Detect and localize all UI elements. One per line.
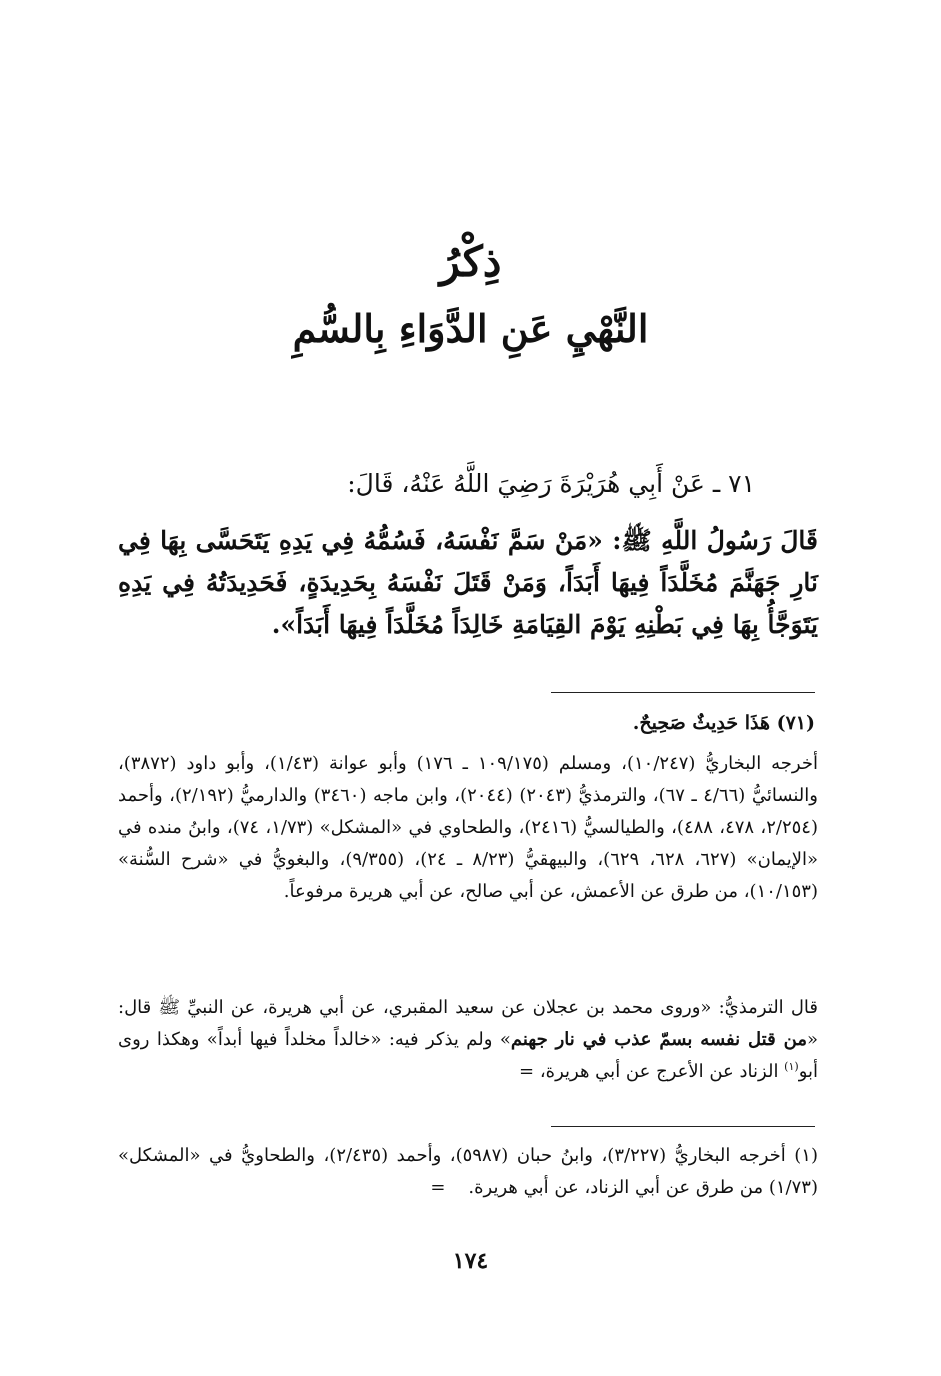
footnote-text: (١) أخرجه البخاريُّ (٣/٢٢٧)، وابنُ حبان (٥٩٨٧)، وأحمد (٢/٤٣٥)، والطحاويُّ في «المشكل» (١/٧٣) من طرق عن أبي الزناد، عن أبي هريرة. (118, 1145, 818, 1198)
footnote-separator (551, 692, 815, 693)
heading-label: ذِكْرُ (439, 237, 502, 286)
hadith-number-line: ٧١ ـ عَنْ أَبِي هُرَيْرَةَ رَضِيَ اللَّهُ عَنْهُ، قَالَ: (347, 469, 755, 498)
footnote-continuation-mark: = (430, 1177, 446, 1198)
takhrij-paragraph: أخرجه البخاريُّ (١٠/٢٤٧)، ومسلم (١٠٩/١٧٥ ـ ١٧٦) وأبو عوانة (١/٤٣)، وأبو داود (٣٨٧٢)، والنسائيُّ (٤/٦٦ ـ ٦٧)، والترمذيُّ (٢٠٤٣) (٢٠٤٤)، وابن ماجه (٣٤٦٠) والدارميُّ (٢/١٩٢)، وأحمد (٢/٢٥٤، ٤٧٨، ٤٨٨)، والطيالسيُّ (٢٤١٦)، والطحاوي في «المشكل» (١/٧٣، ٧٤)، وابنُ منده في «الإيمان» (٦٢٧، ٦٢٨، ٦٢٩)، والبيهقيُّ (٨/٢٣ ـ ٢٤)، (٩/٣٥٥)، والبغويُّ في «شرح السُّنة» (١٠/١٥٣)، من طرق عن الأعمش، عن أبي صالح، عن أبي هريرة مرفوعاً. (118, 753, 819, 902)
footnote-reference: (١) (784, 1060, 799, 1073)
tirmidhi-middle: » ولم يذكر فيه: «خالداً مخلداً فيها أبداً» وهكذا روى أبو (118, 1029, 818, 1082)
tirmidhi-quoted-hadith: من قتل نفسه بسمّ عذب في نار جهنم (510, 1029, 807, 1050)
footnote-rule (551, 1126, 815, 1127)
hadith-text: قَالَ رَسُولُ اللَّهِ ﷺ: «مَنْ سَمَّ نَفْسَهُ، فَسُمُّهُ فِي يَدِهِ يَتَحَسَّى بِهَا فِي نَارِ جَهَنَّمَ مُخَلَّدَاً فِيهَا أَبَدَاً، وَمَنْ قَتَلَ نَفْسَهُ بِحَدِيدَةٍ، فَحَدِيدَتُهُ فِي يَدِهِ يَتَوَجَّأُ بِهَا فِي بَطْنِهِ يَوْمَ القِيَامَةِ خَالِدَاً مُخَلَّدَاً فِيهَا أَبَدَاً». (118, 526, 818, 639)
hadith-grade: (٧١) هَذَا حَدِيثٌ صَحِيحٌ. (632, 712, 815, 734)
chapter-title: النَّهْيِ عَنِ الدَّوَاءِ بِالسُّمِ (292, 306, 649, 351)
page-number: ١٧٤ (452, 1248, 489, 1274)
tirmidhi-end: الزناد عن الأعرج عن أبي هريرة، = (519, 1061, 785, 1082)
tirmidhi-intro: قال الترمذيُّ: «وروى محمد بن عجلان عن سعيد المقبري، عن أبي هريرة، عن النبيِّ ﷺ قال: « (118, 997, 818, 1050)
tirmidhi-paragraph (118, 992, 818, 1088)
footnote-1 (118, 1140, 818, 1204)
